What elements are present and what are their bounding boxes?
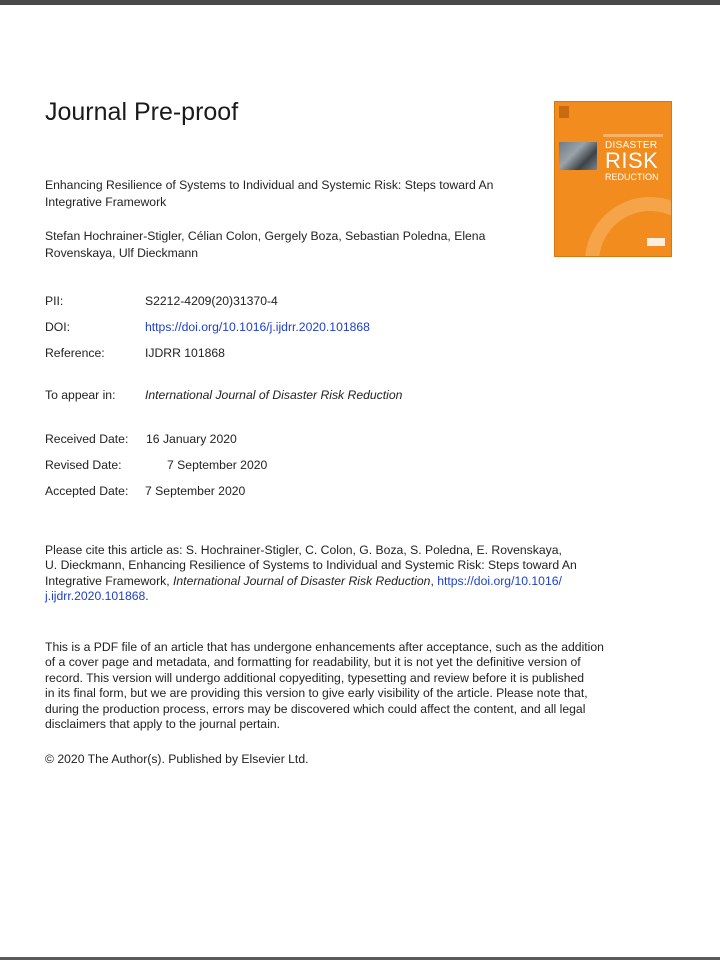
notice-paragraph — [45, 640, 670, 732]
reference-value: IJDRR 101868 — [145, 346, 225, 360]
cover-word-reduction: REDUCTION — [605, 172, 659, 182]
cover-word-risk: RISK — [605, 148, 659, 173]
appear-in-label: To appear in: — [45, 388, 116, 402]
accepted-date-label: Accepted Date: — [45, 484, 129, 498]
doi-link[interactable]: https://doi.org/10.1016/j.ijdrr.2020.101868 — [145, 320, 370, 334]
notice-line: record. This version will undergo additional copyediting, typesetting and review before it is published — [45, 670, 585, 685]
received-date-label: Received Date: — [45, 432, 129, 446]
top-border — [0, 0, 720, 5]
author-list — [45, 228, 545, 262]
citation-line — [45, 589, 670, 604]
citation-paragraph — [45, 543, 670, 605]
page-title: Journal Pre-proof — [45, 98, 239, 126]
pii-label: PII: — [45, 294, 64, 308]
article-title-line: Integrative Framework — [45, 195, 167, 209]
citation-end: . — [145, 589, 149, 604]
accepted-date-value: 7 September 2020 — [145, 484, 246, 498]
journal-name: International Journal of Disaster Risk Reduction — [145, 388, 403, 402]
copyright-notice: © 2020 The Author(s). Published by Elsevier Ltd. — [45, 752, 309, 766]
citation-line — [45, 574, 670, 589]
authors-line: Stefan Hochrainer-Stigler, Célian Colon, Gergely Boza, Sebastian Poledna, Elena — [45, 229, 486, 243]
citation-separator: , — [430, 573, 438, 588]
elsevier-logo-icon — [559, 106, 569, 118]
article-title-line: Enhancing Resilience of Systems to Individual and Systemic Risk: Steps toward An — [45, 178, 494, 192]
citation-doi-link[interactable]: https://doi.org/10.1016/ — [437, 573, 562, 588]
cover-subtitle-bar — [603, 134, 663, 137]
authors-line: Rovenskaya, Ulf Dieckmann — [45, 246, 199, 260]
notice-line: in its final form, but we are providing this version to give early visibility of the article. Please note that, — [45, 686, 588, 701]
citation-text: Integrative Framework, — [45, 573, 174, 588]
doi-label: DOI: — [45, 320, 71, 334]
notice-line: This is a PDF file of an article that has undergone enhancements after acceptance, such as the addition — [45, 640, 604, 654]
cover-word-disaster: DISASTER — [605, 140, 658, 151]
citation-doi-link-cont[interactable]: j.ijdrr.2020.101868 — [45, 589, 146, 604]
pii-value: S2212-4209(20)31370-4 — [145, 294, 278, 308]
reference-label: Reference: — [45, 346, 105, 360]
cover-photo — [559, 142, 597, 170]
notice-line: during the production process, errors may be discovered which could affect the content, and all legal — [45, 701, 586, 716]
citation-line: Please cite this article as: S. Hochrainer-Stigler, C. Colon, G. Boza, S. Poledna, E. Rovenskaya, — [45, 543, 562, 557]
citation-line: U. Dieckmann, Enhancing Resilience of Systems to Individual and Systemic Risk: Steps toward An — [45, 558, 577, 573]
notice-line: disclaimers that apply to the journal pertain. — [45, 717, 281, 732]
journal-cover-image — [555, 102, 671, 256]
received-date-value: 16 January 2020 — [146, 432, 237, 446]
notice-line: of a cover page and metadata, and formatting for readability, but it is not yet the definitive version of — [45, 655, 581, 670]
revised-date-label: Revised Date: — [45, 458, 122, 472]
cover-arc-graphic — [585, 197, 671, 256]
citation-journal: International Journal of Disaster Risk Reduction — [173, 573, 431, 588]
revised-date-value: 7 September 2020 — [167, 458, 268, 472]
cover-publisher-icon — [647, 238, 665, 246]
article-title — [45, 177, 545, 211]
